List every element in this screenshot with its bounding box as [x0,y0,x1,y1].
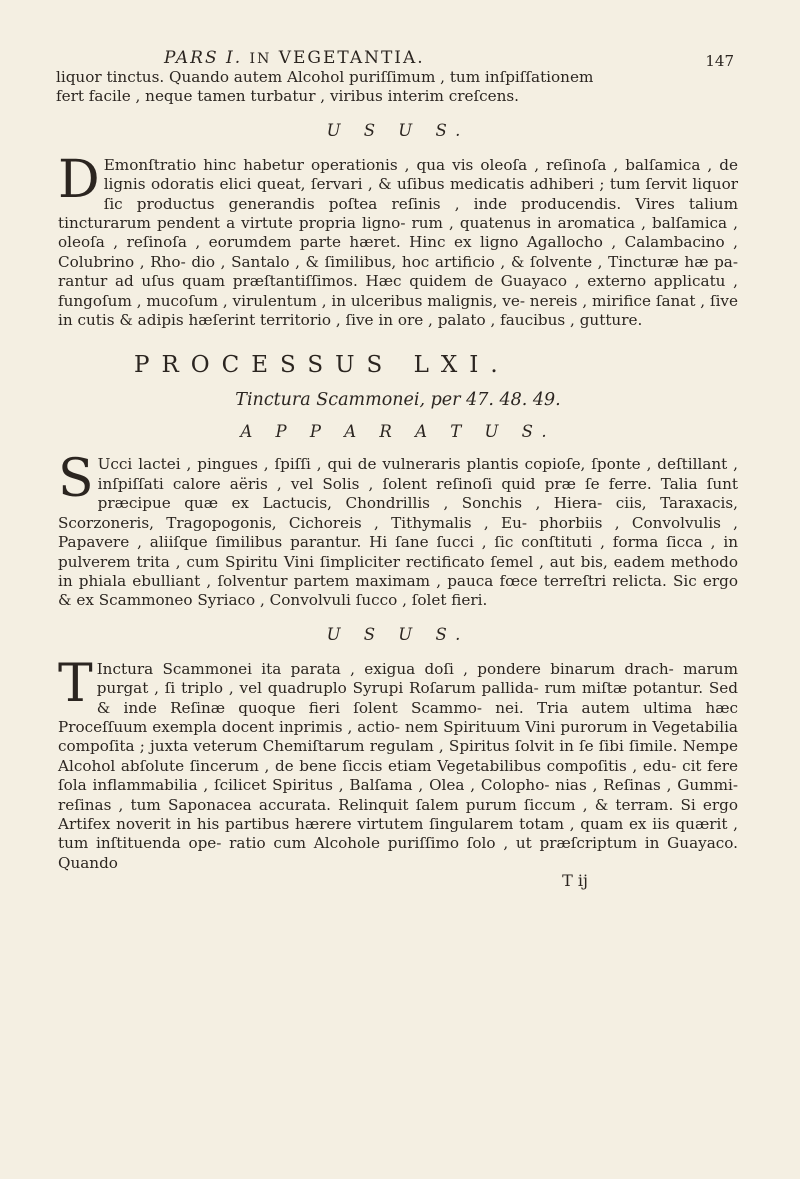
running-head-part-number: I. [226,48,243,68]
intro-line-1: liquor tinctus. Quando autem Alcohol puriſſimum , tum inſpiſſationem [56,68,594,86]
running-head-in: IN [249,51,272,67]
processus-subtitle: Tinctura Scammonei, per 47. 48. 49. [235,390,561,411]
running-head [58,38,738,68]
section-heading-usus: U S U S. [326,624,470,644]
intro-line-2: fert facile , neque tamen turbatur , viribus interim creſcens. [56,87,519,106]
drop-cap: S [58,449,94,510]
paragraph-demonstratio [58,149,738,331]
paragraph-text: Ucci lactei , pingues , ſpiſſi , qui de vulneraris plantis copioſe, ſponte , deſtillant , inſpiſſati calore aëris , vel Solis , ſolent reſinoſi quid præ ſe ferre. Talia ſunt præcipue quæ ex Lactucis, Chondrillis , Sonchis , Hiera- ciis, Taraxacis, Scorzoneris, Tragopogonis, Cichoreis , Tithymalis , Eu- phorbiis , Convolvulis , Papavere , aliiſque ſimilibus parantur. Hi ſane ſucci , ſic conſtituti , forma ſicca , in pulverem trita , cum Spiritu Vini ſimpliciter rectificato ſemel , aut bis, eadem methodo in phiala ebulliant , ſolventur partem maximam , pauca fœce terreſtri relicta. Sic ergo & ex Scammoneo Syriaco , Convolvuli ſucco , ſolet fieri. [58,455,738,610]
section-heading-apparatus: A P P A R A T U S. [240,422,556,442]
drop-cap: T [58,653,93,714]
signature-mark: T ij [562,871,588,891]
page-number: 147 [705,52,734,70]
running-head-pars: PARS [164,48,219,68]
processus-title: PROCESSUS LXI. [134,352,510,379]
paragraph-text: Emonſtratio hinc habetur operationis , qua vis oleoſa , reſinoſa , balſamica , de lignis odoratis elici queat, ſervari , & uſibus medicatis adhiberi ; tum ſervit liquor ſic productus generandis poſtea reſinis , inde producendis. Vires talium tincturarum pendent a virtute propria ligno- rum , quatenus in aromatica , balſamica , oleoſa , reſinoſa , eorumdem parte hæret. Hinc ex ligno Agallocho , Calambacino , Colubrino , Rho- dio , Santalo , & ſimilibus, hoc artificio , & ſolvente , Tincturæ hæ pa- rantur ad uſus quam præſtantiſſimos. Hæc quidem de Guayaco , externo applicatu , fungoſum , mucoſum , virulentum , in ulceribus malignis, ve- nereis , mirifice ſanat , ſive in cutis & adipis hæſerint territorio , ſive in ore , palato , faucibus , gutture. [58,155,738,330]
paragraph-text: Inctura Scammonei ita parata , exigua doſi , pondere binarum drach- marum purgat , ſi triplo , vel quadruplo Syrupi Roſarum pallida- rum miſtæ potantur. Sed & inde Reſinæ quoque fieri ſolent Scammo- nei. Tria autem ultima hæc Proceſſuum exempla docent inprimis , actio- nem Spirituum Vini purorum in Vegetabilia compoſita ; juxta veterum Chemiſtarum regulam , Spiritus ſolvit in ſe ſibi ſimile. Nempe Alcohol abſolute ſincerum , de bene ſiccis etiam Vegetabilibus compoſitis , edu- cit fere ſola inflammabilia , ſcilicet Spiritus , Balſama , Olea , Colopho- nias , Reſinas , Gummi-reſinas , tum Saponacea accurata. Relinquit ſalem purum ſiccum , & terram. Si ergo Artifex noverit in his partibus hærere virtutem ſingularem totam , quam ex iis quærit , tum inſtituenda ope- ratio cum Alcohole puriſſimo ſolo , ut præſcriptum in Guayaco. Quando [58,659,738,872]
running-head-section: VEGETANTIA. [278,48,425,68]
section-heading-usus: U S U S. [326,120,470,140]
paragraph-succi [58,449,738,610]
drop-cap: D [58,149,100,210]
paragraph-tinctura [58,653,738,873]
running-head-title [164,48,425,68]
